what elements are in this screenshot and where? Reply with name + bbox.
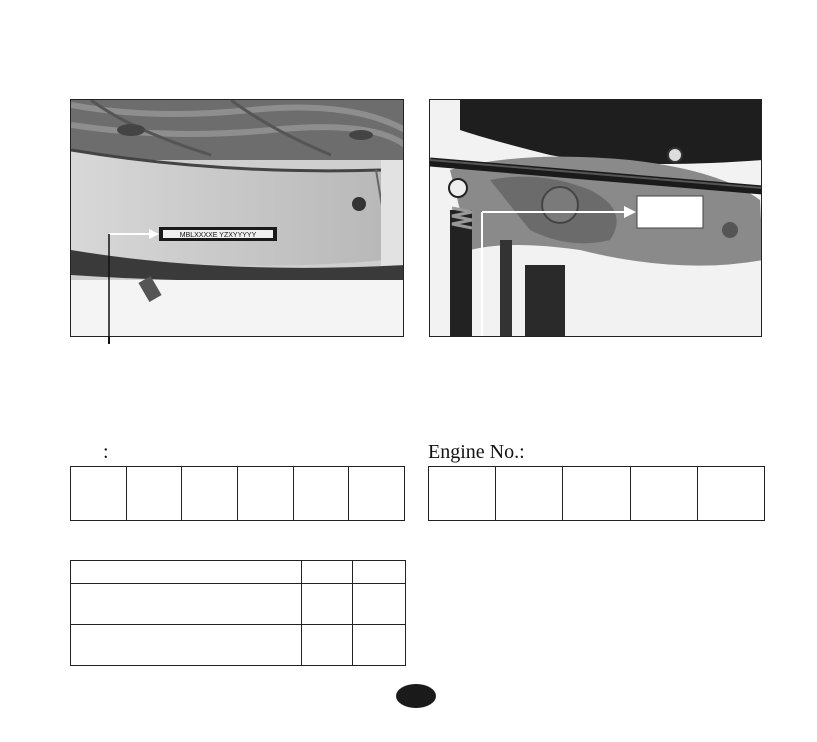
vin-label: : <box>103 441 109 463</box>
vin-box[interactable] <box>349 467 405 521</box>
table-cell[interactable] <box>353 561 406 584</box>
table-cell[interactable] <box>302 584 353 625</box>
engine-number-box[interactable] <box>429 467 496 521</box>
page-number-badge <box>396 684 436 708</box>
table-cell[interactable] <box>71 625 302 666</box>
engine-number-box[interactable] <box>563 467 630 521</box>
engine-number-location-photo <box>429 99 762 337</box>
vin-entry-boxes <box>70 466 405 521</box>
vin-box[interactable] <box>182 467 238 521</box>
vin-leader-line <box>108 336 110 344</box>
engine-number-label: Engine No.: <box>428 441 525 463</box>
table-cell[interactable] <box>353 584 406 625</box>
table-cell[interactable] <box>302 561 353 584</box>
table-cell[interactable] <box>302 625 353 666</box>
table-cell[interactable] <box>71 561 302 584</box>
engine-number-entry-boxes <box>428 466 765 521</box>
engine-number-box[interactable] <box>496 467 563 521</box>
vin-location-photo <box>70 99 404 337</box>
vin-box[interactable] <box>293 467 349 521</box>
engine-number-box[interactable] <box>630 467 697 521</box>
vin-plate-text: MBLXXXXE YZXYYYYY <box>179 232 257 239</box>
table-cell[interactable] <box>71 584 302 625</box>
table-row <box>71 584 406 625</box>
table-row <box>71 625 406 666</box>
engine-number-box[interactable] <box>697 467 764 521</box>
vin-box[interactable] <box>237 467 293 521</box>
table-cell[interactable] <box>353 625 406 666</box>
table-row <box>71 561 406 584</box>
info-table <box>70 560 406 666</box>
vin-box[interactable] <box>126 467 182 521</box>
vin-box[interactable] <box>71 467 127 521</box>
